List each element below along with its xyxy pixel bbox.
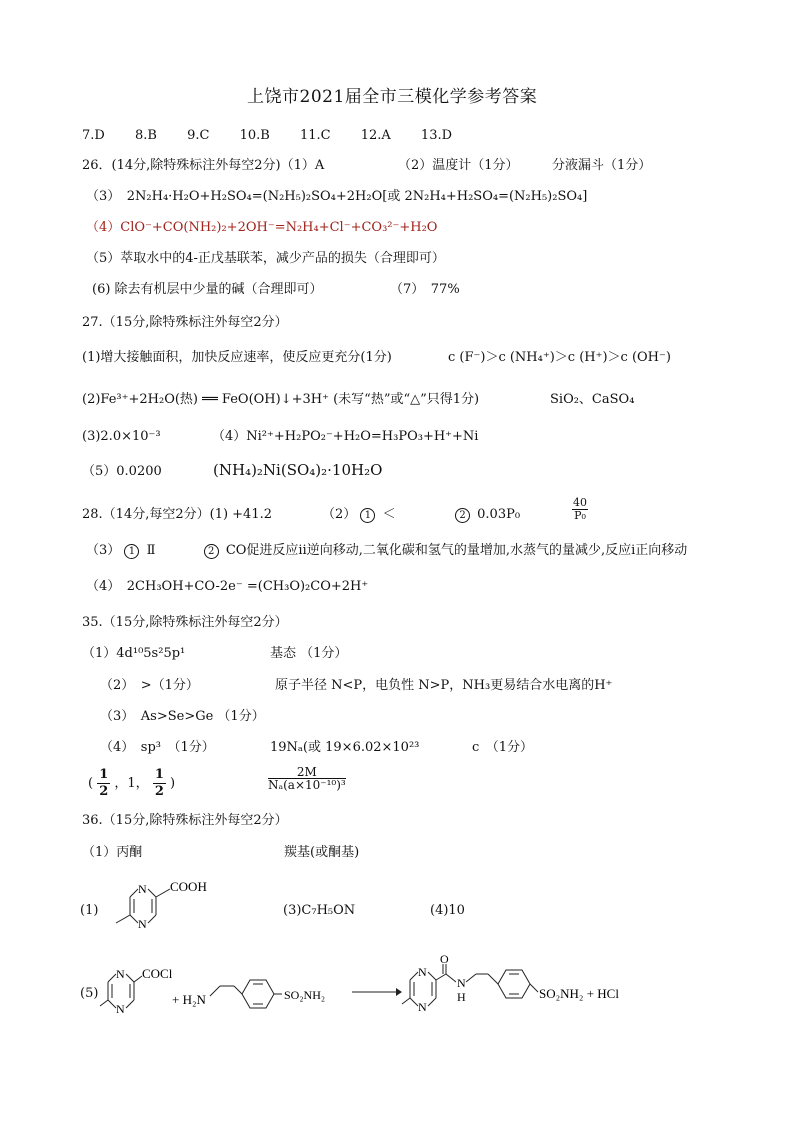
q35-a1b: 基态 （1分） bbox=[270, 646, 348, 661]
ring-nitrogen: N bbox=[138, 917, 147, 931]
q26-a5: （5）萃取水中的4-正戊基联苯，减少产品的损失（合理即可） bbox=[86, 251, 445, 266]
q35-a2: （2） >（1分） bbox=[100, 678, 199, 693]
q28-a2a-label: （2） bbox=[322, 507, 357, 522]
product-right: SO₂NH₂ + HCl bbox=[539, 986, 619, 1001]
q35-a4b: 19Nₐ(或 19×6.02×10²³ bbox=[270, 740, 420, 755]
sulfonamide-group: SO₂NH₂ bbox=[284, 988, 326, 1002]
q28-a2c bbox=[572, 497, 588, 522]
q26-a7: （7） 77% bbox=[390, 282, 460, 297]
q28-a3-label: （3） bbox=[86, 543, 121, 558]
fraction-denominator: Nₐ(a×10⁻¹⁰)³ bbox=[268, 778, 346, 792]
q27-a5b: (NH₄)₂Ni(SO₄)₂·10H₂O bbox=[213, 461, 383, 479]
q28-a2b-value: 0.03P₀ bbox=[477, 507, 521, 522]
q26-a3: （3） 2N₂H₄·H₂O+H₂SO₄=(N₂H₅)₂SO₄+2H₂O[或 2N₂H₄+H₂SO₄=(N₂H₅)₂SO₄] bbox=[86, 189, 588, 204]
q35-a3: （3） As>Se>Ge （1分） bbox=[100, 709, 265, 724]
mc-item: 7.D bbox=[82, 128, 105, 143]
ring-nitrogen: N bbox=[138, 882, 147, 896]
fraction-numerator: 40 bbox=[573, 496, 587, 509]
fraction-numerator: 1 bbox=[99, 767, 109, 782]
q27-header: 27.（15分,除特殊标注外每空2分） bbox=[82, 315, 288, 330]
mc-item: 12.A bbox=[360, 128, 391, 143]
carboxyl-group: COOH bbox=[170, 879, 207, 894]
q27-a1b: c (F⁻)＞c (NH₄⁺)＞c (H⁺)＞c (OH⁻) bbox=[448, 350, 671, 365]
fraction-denominator: 2 bbox=[154, 784, 164, 799]
q35-a2b: 原子半径 N<P，电负性 N>P，NH₃更易结合水电离的H⁺ bbox=[275, 678, 613, 693]
paren-open: ( bbox=[88, 776, 94, 791]
q35-a4: （4） sp³ （1分） bbox=[100, 740, 215, 755]
q27-a2b: SiO₂、CaSO₄ bbox=[550, 392, 635, 407]
q35-density bbox=[268, 766, 346, 791]
mc-item: 13.D bbox=[420, 128, 453, 143]
pyrazine-acid-structure bbox=[98, 872, 228, 944]
fraction-denominator: 2 bbox=[99, 784, 109, 799]
circled-number: 1 bbox=[124, 544, 139, 559]
q28-a3-text: CO促进反应ⅱ逆向移动,二氧化碳和氢气的量增加,水蒸气的量减少,反应ⅰ正向移动 bbox=[225, 543, 688, 558]
page-title: 上饶市2021届全市三模化学参考答案 bbox=[247, 87, 538, 107]
density-fraction bbox=[268, 766, 346, 791]
fraction-denominator: P₀ bbox=[574, 509, 586, 522]
q36-a1b: 羰基(或酮基) bbox=[284, 845, 360, 860]
circled-number: 1 bbox=[360, 508, 375, 523]
q35-a1: （1）4d¹⁰5s²5p¹ bbox=[82, 646, 186, 661]
amide-nitrogen: N bbox=[457, 976, 466, 990]
mc-item: 10.B bbox=[239, 128, 270, 143]
q27-a5: （5）0.0200 bbox=[82, 464, 162, 479]
ring-nitrogen: N bbox=[116, 967, 125, 981]
q26-a2a: （2）温度计（1分） bbox=[398, 158, 519, 173]
q36-a5-label: (5) bbox=[80, 986, 99, 1001]
mc-answers bbox=[82, 127, 452, 145]
fraction-half bbox=[153, 767, 166, 800]
ring-nitrogen: N bbox=[418, 965, 427, 979]
amine-structure bbox=[172, 972, 352, 1016]
q26-header: 26．(14分,除特殊标注外每空2分)（1）A bbox=[82, 158, 325, 173]
q28-a4: （4） 2CH₃OH+CO-2e⁻ =(CH₃O)₂CO+2H⁺ bbox=[86, 579, 369, 594]
q26-a4: （4）ClO⁻+CO(NH₂)₂+2OH⁻=N₂H₄+Cl⁻+CO₃²⁻+H₂O bbox=[86, 220, 438, 235]
q26-a2b: 分液漏斗（1分） bbox=[552, 158, 652, 173]
q28-header: 28.（14分,每空2分）(1) +41.2 bbox=[82, 507, 273, 522]
q36-a2-label: (1) bbox=[80, 903, 99, 918]
reaction-arrow bbox=[352, 986, 402, 998]
q36-header: 36.（15分,除特殊标注外每空2分） bbox=[82, 813, 288, 828]
q36-a3: (3)C₇H₅ON bbox=[283, 903, 356, 918]
coord-middle: ，1， bbox=[114, 776, 149, 791]
q35-header: 35.（15分,除特殊标注外每空2分） bbox=[82, 615, 288, 630]
q27-a3: (3)2.0×10⁻³ bbox=[82, 429, 161, 444]
ring-nitrogen: N bbox=[418, 1000, 427, 1014]
mc-item: 9.C bbox=[187, 128, 210, 143]
q27-a1: (1)增大接触面积，加快反应速率，使反应更充分(1分) bbox=[82, 350, 392, 365]
amine-left: + H₂N bbox=[172, 992, 206, 1007]
fraction-half bbox=[97, 767, 110, 800]
q36-a1: （1）丙酮 bbox=[82, 845, 143, 860]
q35-coordinate bbox=[88, 766, 175, 802]
q28-a3-value: Ⅱ bbox=[146, 543, 156, 558]
q28-a2b bbox=[455, 506, 520, 524]
mc-item: 11.C bbox=[299, 128, 331, 143]
amide-hydrogen: H bbox=[457, 990, 466, 1004]
q36-a4: (4)10 bbox=[430, 903, 465, 918]
q28-a2a-value: ＜ bbox=[382, 507, 396, 522]
q27-a4: （4）Ni²⁺+H₂PO₂⁻+H₂O=H₃PO₃+H⁺+Ni bbox=[212, 429, 479, 444]
q28-a3 bbox=[86, 542, 687, 560]
circled-number: 2 bbox=[204, 544, 219, 559]
circled-number: 2 bbox=[455, 508, 470, 523]
carbonyl-oxygen: O bbox=[440, 952, 449, 966]
paren-close: ) bbox=[170, 776, 176, 791]
q27-a2: (2)Fe³⁺+2H₂O(热) ══ FeO(OH)↓+3H⁺ (未写“热”或“△”只得1分) bbox=[82, 392, 480, 407]
fraction bbox=[572, 497, 588, 522]
fraction-numerator: 2M bbox=[268, 766, 346, 779]
q35-a4c: c （1分） bbox=[472, 740, 534, 755]
mc-item: 8.B bbox=[134, 128, 157, 143]
product-structure bbox=[400, 952, 700, 1032]
q28-a2a bbox=[322, 506, 396, 524]
q26-a6: (6) 除去有机层中少量的碱（合理即可） bbox=[92, 282, 323, 297]
ring-nitrogen: N bbox=[116, 1002, 125, 1016]
fraction-numerator: 1 bbox=[154, 767, 164, 782]
acyl-chloride-group: COCl bbox=[142, 966, 173, 981]
